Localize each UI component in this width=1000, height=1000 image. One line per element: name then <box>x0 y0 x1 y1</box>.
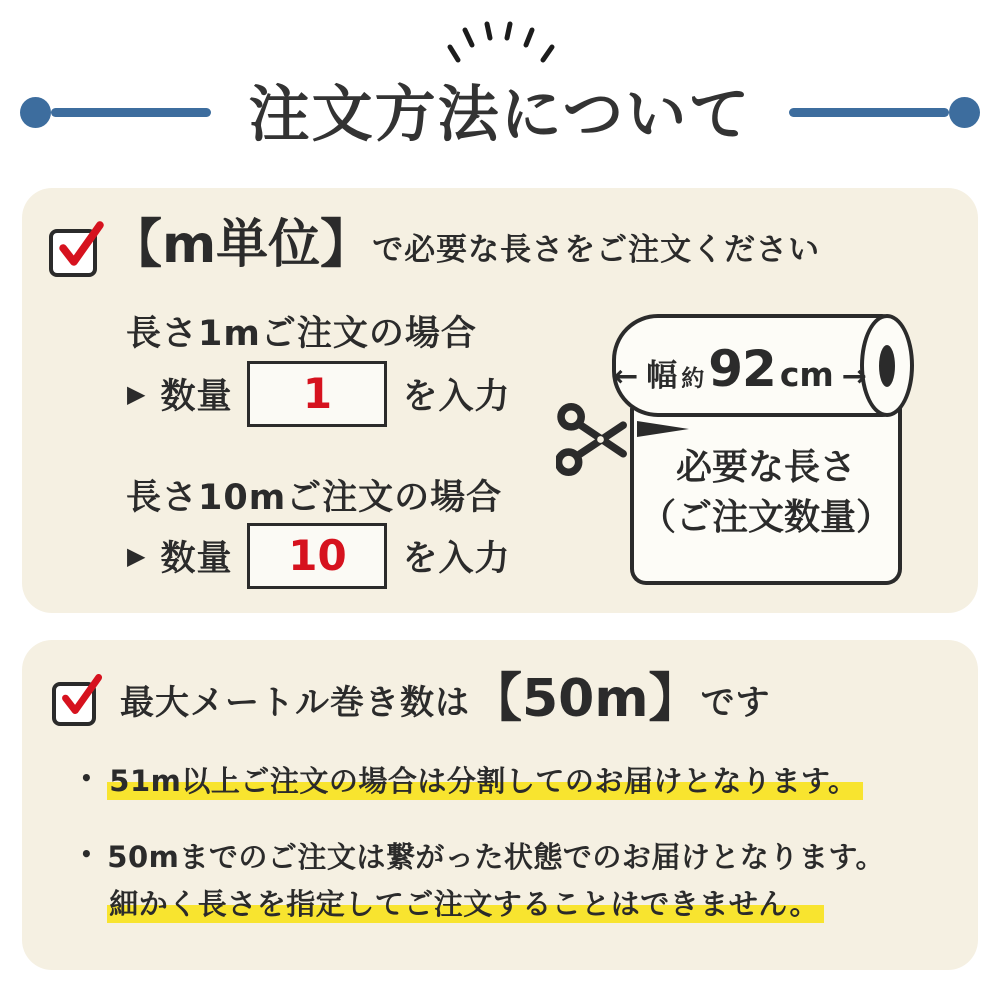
width-kanji: 幅 <box>646 358 678 394</box>
case-1m-label: 長さ1mご注文の場合 <box>126 314 477 354</box>
header <box>20 72 980 152</box>
width-unit: cm <box>779 355 834 394</box>
roll-end-cap <box>860 314 914 417</box>
triangle-bullet-icon: ▶ <box>127 541 146 570</box>
rule-bar-right <box>789 108 949 117</box>
cut-direction-arrow-icon <box>637 421 689 437</box>
triangle-bullet-icon: ▶ <box>127 379 146 408</box>
case-10m-row <box>127 522 511 589</box>
max-heading-bracket: 【50m】 <box>470 669 701 729</box>
page-title: 注文方法について <box>248 78 752 150</box>
qty-value: 1 <box>302 368 333 418</box>
bullet-dot: • <box>80 842 94 867</box>
qty-suffix: を入力 <box>402 376 511 417</box>
qty-input-example-10 <box>247 523 387 589</box>
unit-heading-bracket: 【m単位】 <box>110 215 373 275</box>
qty-input-example-1 <box>247 361 387 427</box>
checkbox-unit <box>49 229 97 277</box>
width-value: 92 <box>708 340 776 398</box>
unit-heading-rest: で必要な長さをご注文ください <box>372 232 821 269</box>
max-heading-prefix: 最大メートル巻き数は <box>120 683 470 724</box>
rule-bar-left <box>51 108 211 117</box>
sheet-label <box>630 443 902 544</box>
qty-value: 10 <box>288 530 347 580</box>
red-checkmark-icon <box>60 672 101 719</box>
note-connected-delivery: 50mまでのご注文は繋がった状態でのお届けとなります。 細かく長さを指定してご注文することはできません。 <box>107 840 886 921</box>
approx-kanji: 約 <box>681 366 705 392</box>
bullet-dot: • <box>80 766 94 790</box>
roll-core <box>879 345 895 387</box>
scissors-icon <box>556 400 640 484</box>
title-rule-left <box>20 97 211 128</box>
qty-suffix: を入力 <box>402 538 511 579</box>
left-arrow-icon: ← <box>613 359 639 394</box>
max-notes-list <box>80 758 940 927</box>
title-rule-right <box>789 97 980 128</box>
unit-heading <box>110 215 821 275</box>
case-10m-label: 長さ10mご注文の場合 <box>126 478 503 518</box>
list-item <box>80 758 940 804</box>
sheet-label-line2: （ご注文数量） <box>639 497 892 539</box>
max-heading <box>120 669 771 729</box>
right-arrow-icon: → <box>841 359 867 394</box>
red-checkmark-icon <box>57 219 103 271</box>
sheet-label-line1: 必要な長さ <box>675 447 856 488</box>
rule-dot-left <box>20 97 51 128</box>
case-1m-row <box>127 360 511 427</box>
checkbox-max <box>52 682 96 726</box>
qty-label: 数量 <box>160 538 233 579</box>
note-split-delivery: 51m以上ご注文の場合は分割してのお届けとなります。 <box>107 758 862 804</box>
qty-label: 数量 <box>160 376 233 417</box>
list-item <box>80 834 940 927</box>
emphasis-rays-icon <box>435 8 565 68</box>
max-heading-suffix: です <box>700 683 771 724</box>
roll-width-label <box>613 316 867 407</box>
rule-dot-right <box>949 97 980 128</box>
